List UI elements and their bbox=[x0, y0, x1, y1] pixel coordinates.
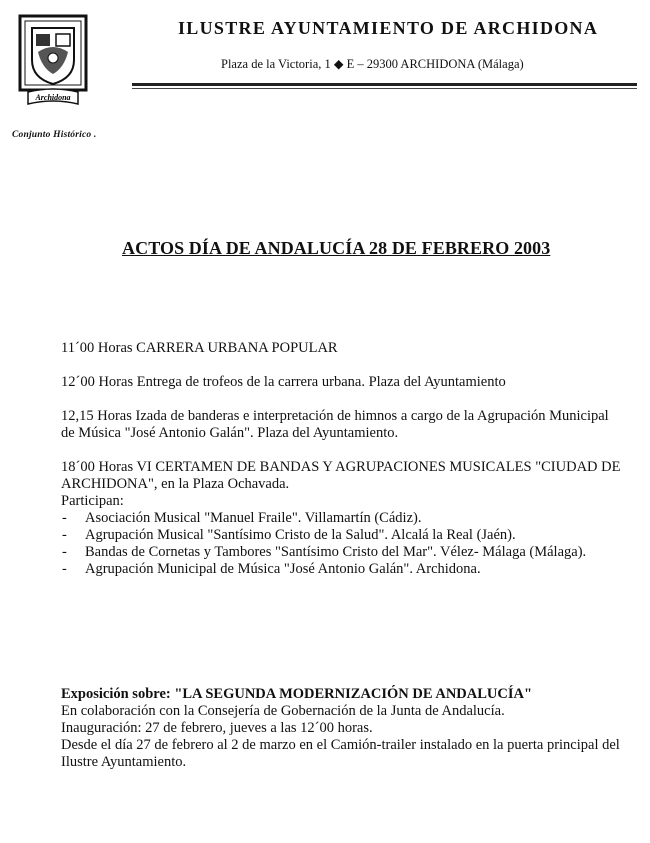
list-item: - Agrupación Musical "Santísimo Cristo de la Salud". Alcalá la Real (Jaén). bbox=[61, 527, 621, 544]
list-item: - Bandas de Cornetas y Tambores "Santísimo Cristo del Mar". Vélez- Málaga (Málaga). bbox=[61, 544, 621, 561]
exposicion-section bbox=[61, 686, 626, 771]
exposicion-line: En colaboración con la Consejería de Gobernación de la Junta de Andalucía. bbox=[61, 703, 505, 719]
exposicion-line: Desde el día 27 de febrero al 2 de marzo en el Camión-trailer instalado en la puerta principal del Ilustre Ayuntamiento. bbox=[61, 737, 620, 770]
exposicion-title: Exposición sobre: "LA SEGUNDA MODERNIZACIÓN DE ANDALUCÍA" bbox=[61, 686, 533, 702]
header-divider bbox=[132, 83, 637, 86]
list-item: - Agrupación Municipal de Música "José Antonio Galán". Archidona. bbox=[61, 561, 621, 578]
document-title: ACTOS DÍA DE ANDALUCÍA 28 DE FEBRERO 2003 bbox=[122, 238, 551, 258]
crest-caption: Conjunto Histórico . bbox=[12, 130, 97, 140]
participants-label: Participan: bbox=[61, 493, 124, 509]
event-trofeos: 12´00 Horas Entrega de trofeos de la carrera urbana. Plaza del Ayuntamiento bbox=[61, 374, 506, 390]
organization-address: Plaza de la Victoria, 1 ◆ E – 29300 ARCHIDONA (Málaga) bbox=[221, 57, 524, 71]
certamen-line: 18´00 Horas VI CERTAMEN DE BANDAS Y AGRUPACIONES MUSICALES "CIUDAD DE ARCHIDONA", en la Plaza Ochavada. bbox=[61, 459, 621, 492]
exposicion-line: Inauguración: 27 de febrero, jueves a las 12´00 horas. bbox=[61, 720, 373, 736]
events-section bbox=[61, 340, 621, 578]
coat-of-arms bbox=[14, 12, 92, 132]
crest-icon bbox=[14, 12, 92, 112]
header-divider-thin bbox=[132, 88, 637, 89]
crest-banner-text: Archidona bbox=[35, 93, 71, 102]
participants-list bbox=[61, 510, 621, 578]
organization-title: ILUSTRE AYUNTAMIENTO DE ARCHIDONA bbox=[178, 18, 599, 38]
event-certamen bbox=[61, 459, 621, 578]
event-izada: 12,15 Horas Izada de banderas e interpretación de himnos a cargo de la Agrupación Municipal de Música "José Antonio Galán". Plaza del Ayuntamiento. bbox=[61, 408, 609, 441]
list-item: - Asociación Musical "Manuel Fraile". Villamartín (Cádiz). bbox=[61, 510, 621, 527]
event-carrera: 11´00 Horas CARRERA URBANA POPULAR bbox=[61, 340, 338, 356]
